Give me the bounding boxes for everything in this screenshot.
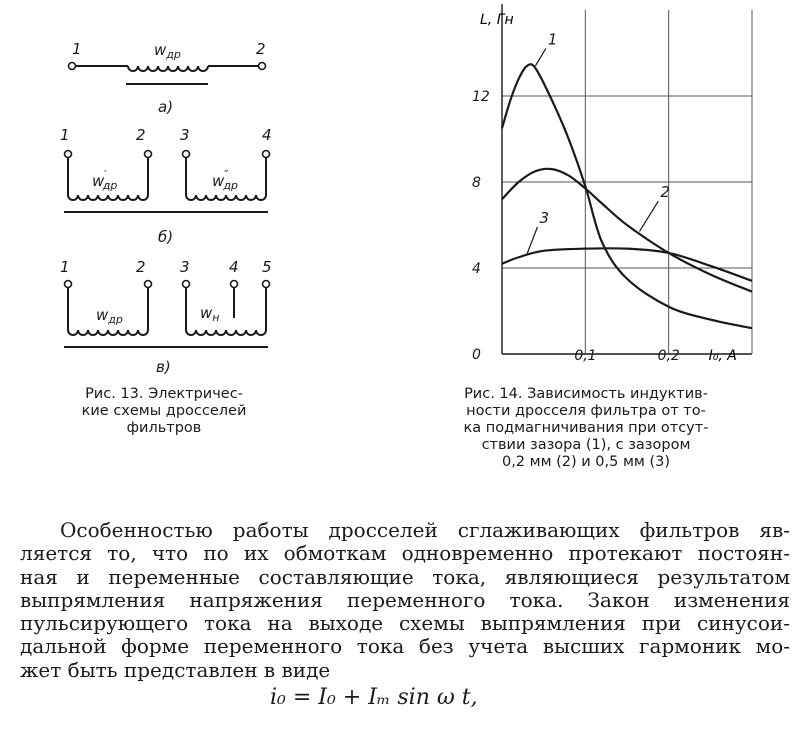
body-line: ляется то, что по их обмоткам одновременно протекают постоян- xyxy=(20,541,790,566)
formula: i₀ = I₀ + Iₘ sin ω t, xyxy=(270,685,478,710)
sublabel-c: в) xyxy=(156,358,171,376)
node-label: 1 xyxy=(60,258,70,276)
winding-label: $w_{др}$ xyxy=(96,306,123,326)
series-label-2: 2 xyxy=(660,183,670,202)
node-label: 1 xyxy=(60,126,70,144)
x-tick-label: 0,2 xyxy=(657,348,680,364)
chart-grid xyxy=(502,10,752,354)
x-tick-label: 0,1 xyxy=(574,348,597,364)
body-line: выпрямления напряжения переменного тока. Закон изменения xyxy=(20,587,790,612)
x-axis-label: I₀, A xyxy=(708,348,737,364)
body-line: Особенностью работы дросселей сглаживающих фильтров яв- xyxy=(60,518,790,542)
y-tick-label: 8 xyxy=(472,175,481,191)
winding-label: $w_{др}$ xyxy=(154,41,181,61)
body-line: жет быть представлен в виде xyxy=(20,657,331,682)
node-label: 2 xyxy=(256,40,266,58)
y-axis-label: L, Гн xyxy=(480,12,514,28)
node-label: 3 xyxy=(180,258,190,276)
figure-14-caption: Рис. 14. Зависимость индуктив- ности дросселя фильтра от то- ка подмагничивания при отсут- ствии зазора (1), с зазором 0,2 мм (2) и 0,5 мм (3) xyxy=(463,386,709,470)
series-label-1: 1 xyxy=(547,30,558,49)
figure-14-chart xyxy=(440,0,780,390)
chart-tick-labels xyxy=(472,89,680,364)
node-label: 4 xyxy=(262,126,272,144)
figure-13-schematics xyxy=(0,0,300,380)
figure-13-caption: Рис. 13. Электричес- кие схемы дросселей фильтров xyxy=(81,386,247,436)
body-paragraph xyxy=(20,519,790,682)
y-tick-label: 4 xyxy=(472,261,481,277)
series-label-3: 3 xyxy=(539,208,550,227)
sublabel-b: б) xyxy=(158,228,174,246)
node-label: 2 xyxy=(136,126,146,144)
node-label: 2 xyxy=(136,258,146,276)
winding-label: w′ др xyxy=(92,168,118,192)
y-tick-label: 12 xyxy=(472,89,490,105)
node-label: 1 xyxy=(72,40,82,58)
series-line-2 xyxy=(502,169,752,292)
winding-label: $w_н$ xyxy=(200,304,220,324)
series-leader-3 xyxy=(527,227,538,254)
winding-label: w″ др xyxy=(212,168,238,192)
node-label: 4 xyxy=(229,258,239,276)
series-leader-1 xyxy=(535,48,546,66)
node-label: 5 xyxy=(262,258,272,276)
body-line: дальной форме переменного тока без учета высших гармоник мо- xyxy=(20,634,790,659)
sublabel-a: а) xyxy=(158,98,174,116)
body-line: ная и переменные составляющие тока, являющиеся результатом xyxy=(20,564,790,589)
chart-frame xyxy=(502,4,752,354)
origin-label: 0 xyxy=(472,347,481,363)
series-leader-2 xyxy=(640,201,659,231)
series-line-1 xyxy=(502,64,752,328)
node-label: 3 xyxy=(180,126,190,144)
chart-series xyxy=(502,30,752,328)
body-line: пульсирующего тока на выходе схемы выпрямления при синусои- xyxy=(20,611,790,636)
